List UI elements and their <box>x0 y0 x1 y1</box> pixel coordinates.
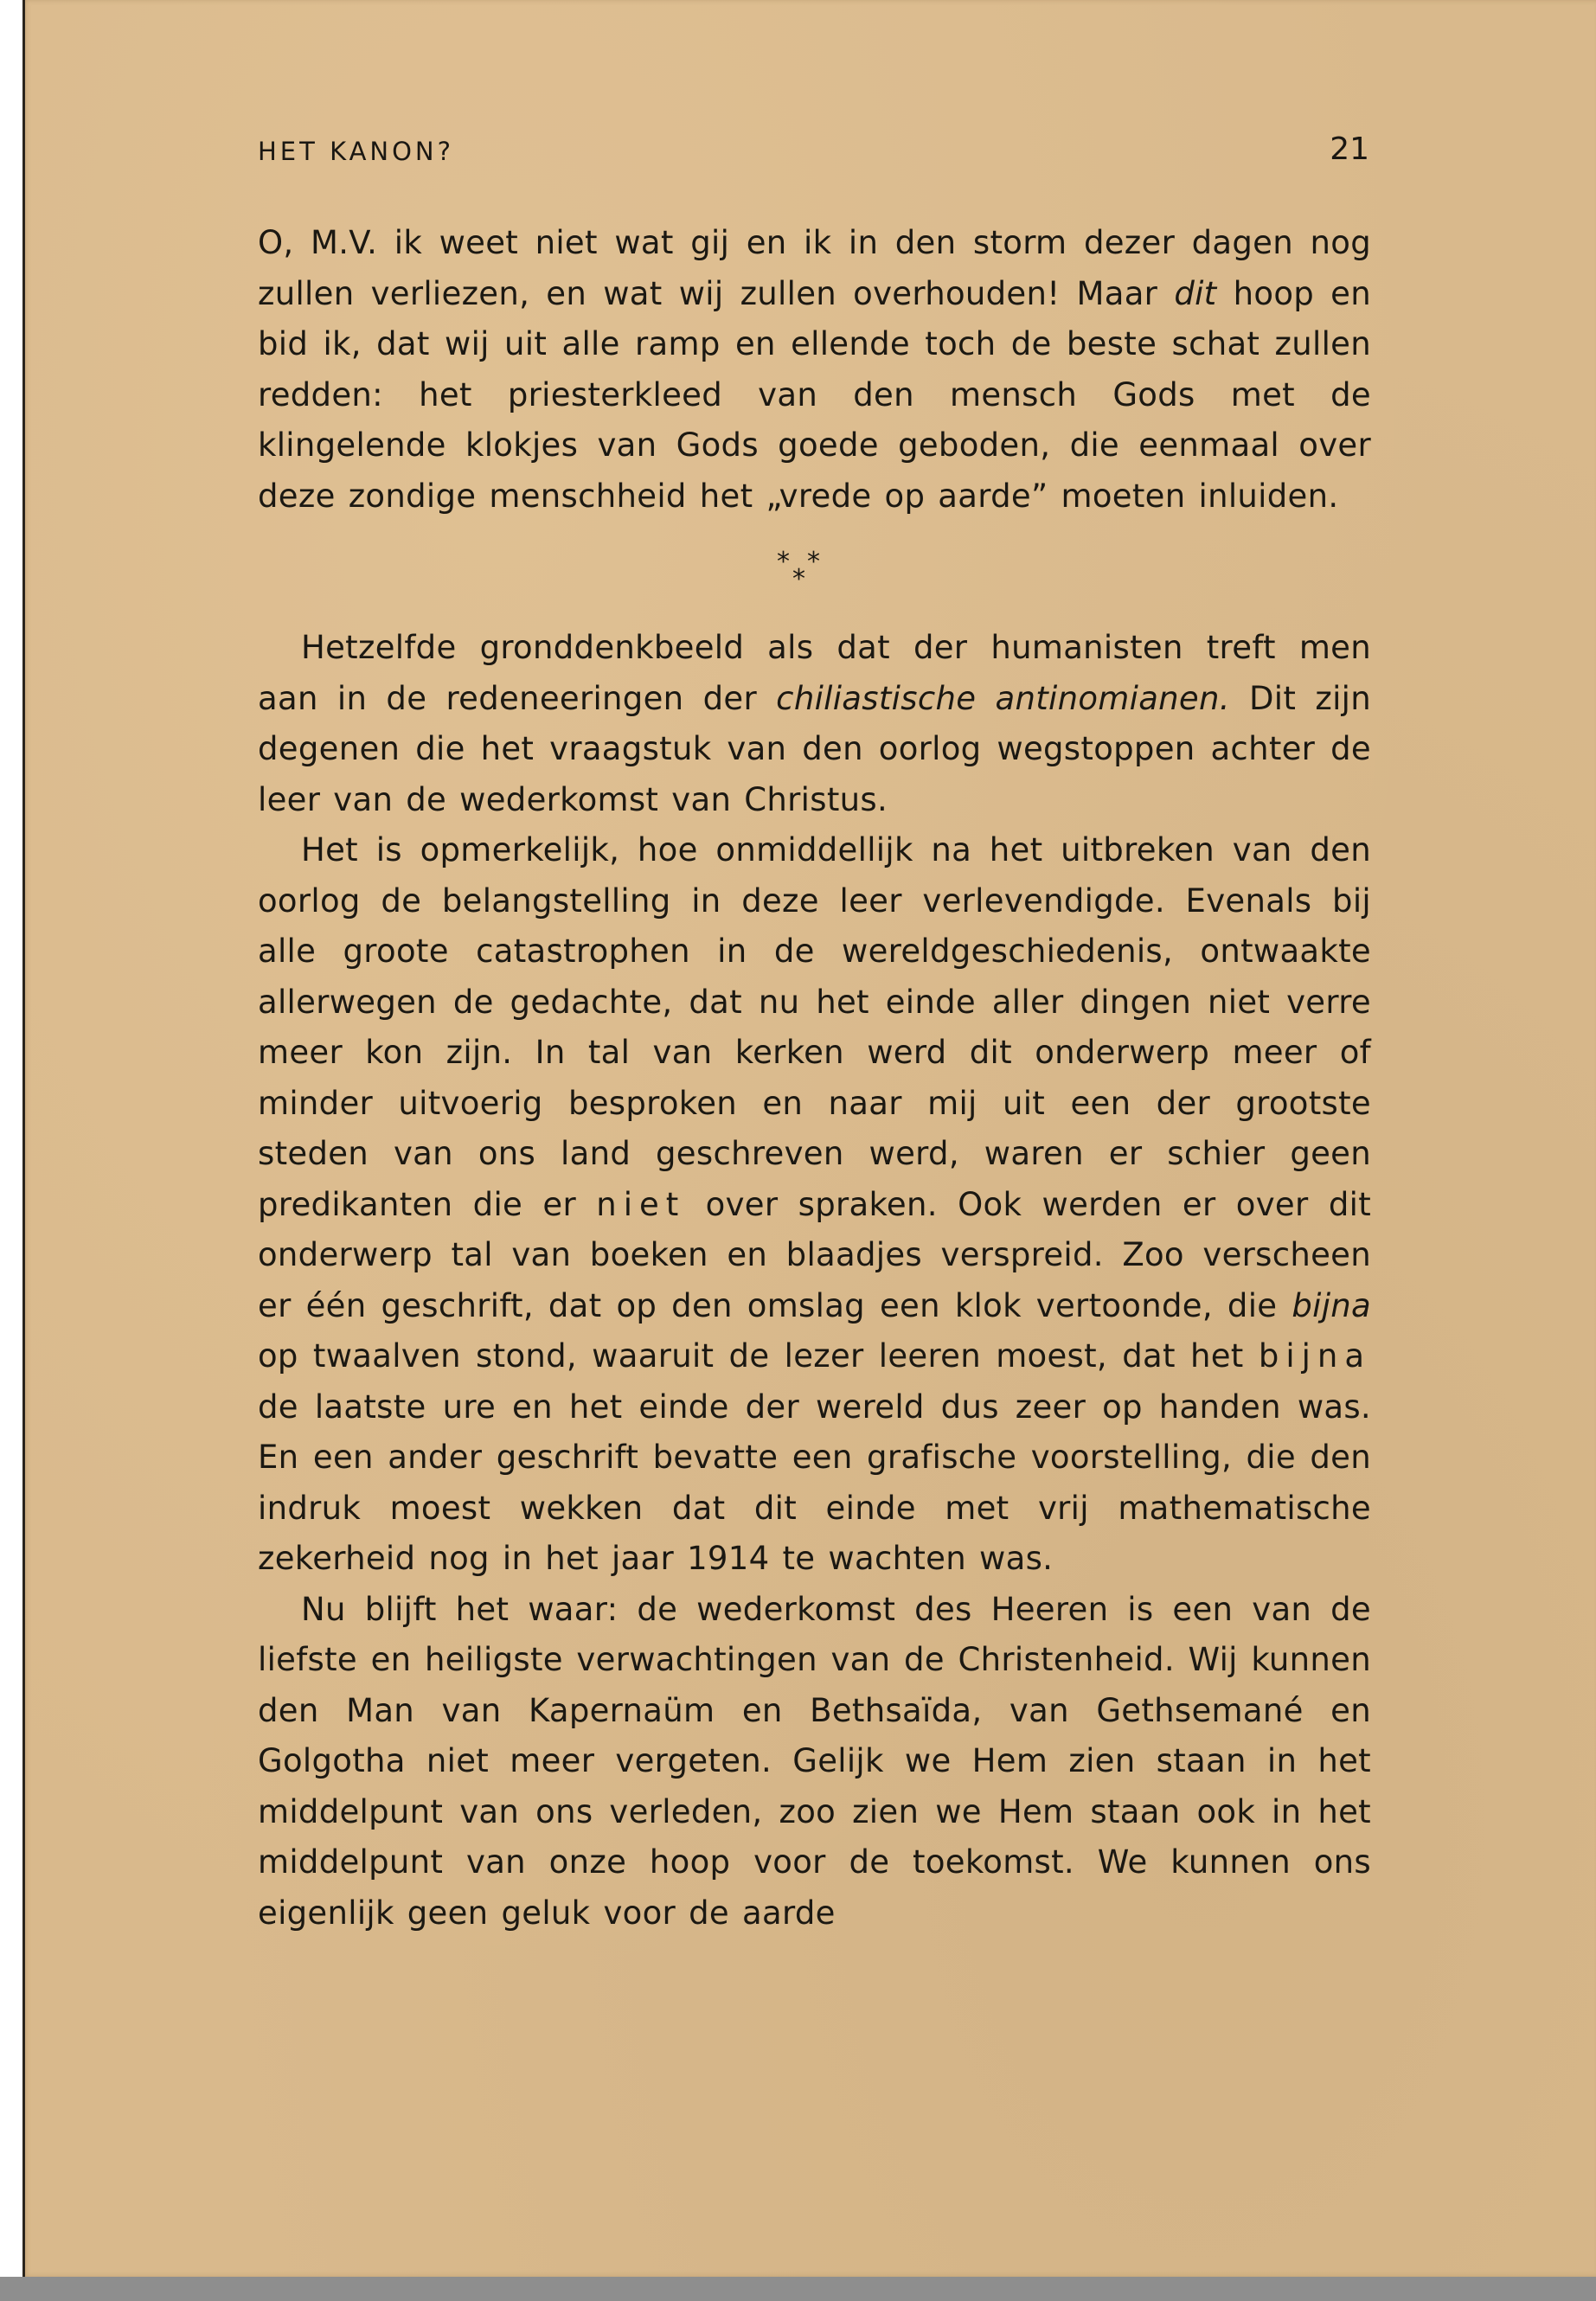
paragraph-1 <box>258 218 1371 522</box>
body-text <box>258 218 1371 1939</box>
paragraph-3-spaced-word-1: niet <box>596 1185 686 1223</box>
paragraph-3-text-c: op twaalven stond, waaruit de lezer leeren moest, dat het <box>258 1337 1259 1375</box>
paragraph-2-text-a: Hetzelfde gronddenkbeeld als dat der humanisten treft men aan in de redeneeringen der <box>258 629 1371 717</box>
page-number: 21 <box>1330 131 1369 167</box>
asterism-star-left: * <box>777 547 791 577</box>
scan-background-strip <box>0 2277 1596 2301</box>
paragraph-2-text-b: Dit zijn degenen die het vraagstuk van den oorlog wegstoppen achter de leer van de wederkomst van Christus. <box>258 679 1372 818</box>
paragraph-1-italic: dit <box>1174 274 1217 312</box>
paragraph-3-text-d: de laatste ure en het einde der wereld dus zeer op handen was. En een ander geschrift bevatte een grafische voorstelling, die den indruk moest wekken dat dit einde met vrij mathematische zekerheid nog in het jaar 1914 te wachten was. <box>258 1388 1371 1577</box>
asterism-star-right: * <box>807 547 821 577</box>
paragraph-3 <box>258 825 1371 1585</box>
paragraph-3-text-b: over spraken. Ook werden er over dit onderwerp tal van boeken en blaadjes verspreid. Zoo verscheen er één geschrift, dat op den omslag een klok vertoonde, die <box>258 1185 1371 1324</box>
page-header <box>258 131 1369 175</box>
paragraph-1-text-a: O, M.V. ik weet niet wat gij en ik in den storm dezer dagen nog zullen verliezen, en wat wij zullen overhouden! Maar <box>258 224 1371 312</box>
paragraph-2-italic: chiliastische antinomianen. <box>776 679 1230 717</box>
asterism-star-bottom: * <box>792 564 806 594</box>
asterism-divider <box>258 522 1371 623</box>
paragraph-3-italic: bijna <box>1292 1286 1371 1324</box>
paragraph-3-text-a: Het is opmerkelijk, hoe onmiddellijk na het uitbreken van den oorlog de belangstelling in deze leer verlevendigde. Evenals bij alle groote catastrophen in de wereldgeschiedenis, ontwaakte allerwegen de gedachte, dat nu het einde aller dingen niet verre meer kon zijn. In tal van kerken werd dit onderwerp meer of minder uitvoerig besproken en naar mij uit een der grootste steden van ons land geschreven werd, waren er schier geen predikanten die er <box>258 831 1371 1223</box>
paragraph-4 <box>258 1585 1371 1939</box>
paragraph-3-spaced-word-2: bijna <box>1258 1337 1371 1375</box>
paragraph-1-text-b: hoop en bid ik, dat wij uit alle ramp en ellende toch de beste schat zullen redden: het priesterkleed van den mensch Gods met de klingelende klokjes van Gods goede geboden, die eenmaal over deze zondige menschheid het „vrede op aarde” moeten inluiden. <box>258 274 1371 515</box>
paragraph-2 <box>258 623 1371 825</box>
binding-edge <box>22 0 25 2277</box>
running-title: HET KANON? <box>258 137 455 166</box>
paragraph-4-text: Nu blijft het waar: de wederkomst des Heeren is een van de liefste en heiligste verwachtingen van de Christenheid. Wij kunnen den Man van Kapernaüm en Bethsaïda, van Gethsemané en Golgotha niet meer vergeten. Gelijk we Hem zien staan in het middelpunt van ons verleden, zoo zien we Hem staan ook in het middelpunt van onze hoop voor de toekomst. We kunnen ons eigenlijk geen geluk voor de aarde <box>258 1590 1371 1932</box>
